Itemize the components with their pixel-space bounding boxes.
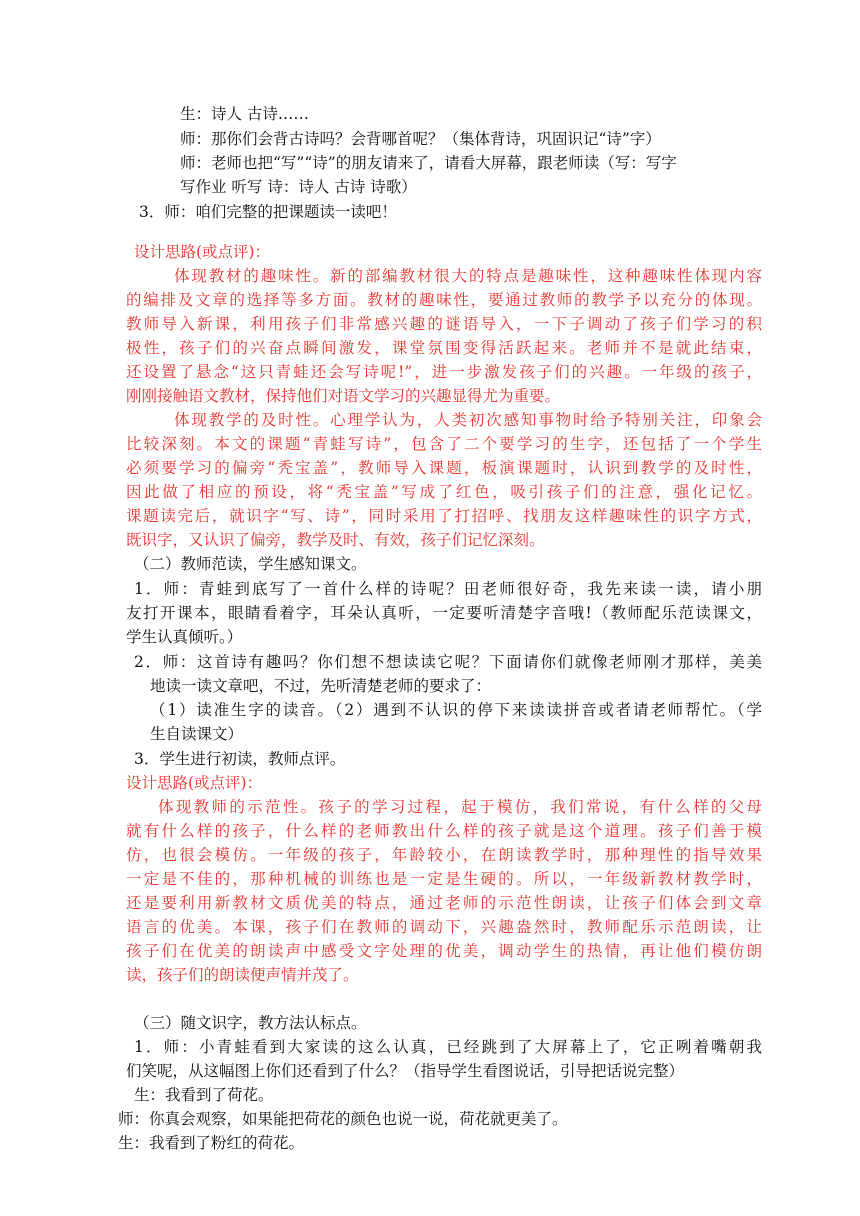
commentary-line: 刚刚接触语文教材，保持他们对语文学习的兴趣显得尤为重要。	[126, 387, 561, 405]
body-line: 学生认真倾听。）	[126, 628, 243, 646]
commentary-line: 比较深刻。本文的课题“青蛙写诗”，包含了二个要学习的生字，还包括了一个学生	[126, 435, 762, 453]
commentary-line: 的编排及文章的选择等多方面。教材的趣味性，要通过教师的教学予以充分的体现。	[126, 291, 762, 309]
commentary-line: 就有什么样的孩子，什么样的老师教出什么样的孩子就是这个道理。孩子们善于模	[126, 822, 762, 840]
commentary-line: 既识字，又认识了偏旁，教学及时、有效，孩子们记忆深刻。	[126, 531, 545, 549]
commentary-line: 语言的优美。本课，孩子们在教师的调动下，兴趣盎然时，教师配乐示范朗读，让	[126, 918, 762, 936]
dialogue-line: 生：我看到了粉红的荷花。	[118, 1134, 305, 1152]
numbered-step: 3．学生进行初读，教师点评。	[134, 750, 346, 768]
section-heading: （二）教师范读，学生感知课文。	[134, 555, 367, 573]
commentary-line: 教师导入新课，利用孩子们非常感兴趣的谜语导入，一下子调动了孩子们学习的积	[126, 315, 762, 333]
numbered-step: 3．师：咱们完整的把课题读一读吧！	[139, 203, 397, 221]
commentary-line: 因此做了相应的预设，将“秃宝盖”写成了红色，吸引孩子们的注意，强化记忆。	[126, 483, 762, 501]
body-line: 1．师：青蛙到底写了一首什么样的诗呢？田老师很好奇，我先来读一读，请小朋	[134, 580, 762, 598]
commentary-heading: 设计思路(或点评)：	[134, 243, 271, 261]
commentary-line: 仿，也很会模仿。一年级的孩子，年龄较小，在朗读教学时，那种理性的指导效果	[126, 846, 762, 864]
commentary-line: 一定是不佳的，那种机械的训练也是一定是生硬的。所以，一年级新教材教学时，	[126, 870, 762, 888]
commentary-line: 体现教学的及时性。心理学认为，人类初次感知事物时给予特别关注，印象会	[174, 411, 762, 429]
commentary-line: 读，孩子们的朗读便声情并茂了。	[126, 966, 359, 984]
commentary-heading: 设计思路(或点评)：	[126, 774, 263, 792]
commentary-line: 体现教师的示范性。孩子的学习过程，起于模仿，我们常说，有什么样的父母	[158, 798, 762, 816]
commentary-line: 课题读完后，就识字“写、诗”，同时采用了打招呼、找朋友这样趣味性的识字方式，	[126, 507, 762, 525]
commentary-line: 极性，孩子们的兴奋点瞬间激发，课堂氛围变得活跃起来。老师并不是就此结束，	[126, 339, 762, 357]
dialogue-line: 师：那你们会背古诗吗？会背哪首呢？（集体背诗，巩固识记“诗”字）	[180, 130, 661, 148]
commentary-line: 体现教材的趣味性。新的部编教材很大的特点是趣味性，这种趣味性体现内容	[174, 267, 762, 285]
body-line: 2．师：这首诗有趣吗？你们想不想读读它呢？下面请你们就像老师刚才那样，美美	[134, 653, 762, 671]
dialogue-line: 生：诗人 古诗……	[180, 105, 309, 123]
dialogue-line: 师：你真会观察，如果能把荷花的颜色也说一说，荷花就更美了。	[118, 1110, 568, 1128]
body-line: 们笑呢，从这幅图上你们还看到了什么？（指导学生看图说话，引导把话说完整）	[126, 1062, 685, 1080]
body-line: 生自读课文）	[150, 725, 244, 743]
commentary-line: 孩子们在优美的朗读声中感受文字处理的优美，调动学生的热情，再让他们模仿朗	[126, 942, 762, 960]
dialogue-line: 生：我看到了荷花。	[134, 1086, 274, 1104]
body-line: 地读一读文章吧，不过，先听清楚老师的要求了：	[150, 677, 492, 695]
commentary-line: 还设置了悬念“这只青蛙还会写诗呢!”，进一步激发孩子们的兴趣。一年级的孩子，	[126, 363, 762, 381]
section-heading: （三）随文识字，教方法认标点。	[134, 1014, 367, 1032]
dialogue-line: 写作业 听写 诗：诗人 古诗 诗歌）	[180, 178, 417, 196]
body-line: （1）读准生字的读音。（2）遇到不认识的停下来读读拼音或者请老师帮忙。（学	[150, 701, 762, 719]
commentary-line: 还是要利用新教材文质优美的特点，通过老师的示范性朗读，让孩子们体会到文章	[126, 894, 762, 912]
commentary-line: 必须要学习的偏旁“秃宝盖”，教师导入课题，板演课题时，认识到教学的及时性，	[126, 459, 762, 477]
dialogue-line: 师：老师也把“写”“诗”的朋友请来了，请看大屏幕，跟老师读（写：写字	[180, 154, 677, 172]
body-line: 1．师：小青蛙看到大家读的这么认真，已经跳到了大屏幕上了，它正咧着嘴朝我	[134, 1038, 762, 1056]
body-line: 友打开课本，眼睛看着字，耳朵认真听，一定要听清楚字音哦!（教师配乐范读课文，	[126, 604, 762, 622]
